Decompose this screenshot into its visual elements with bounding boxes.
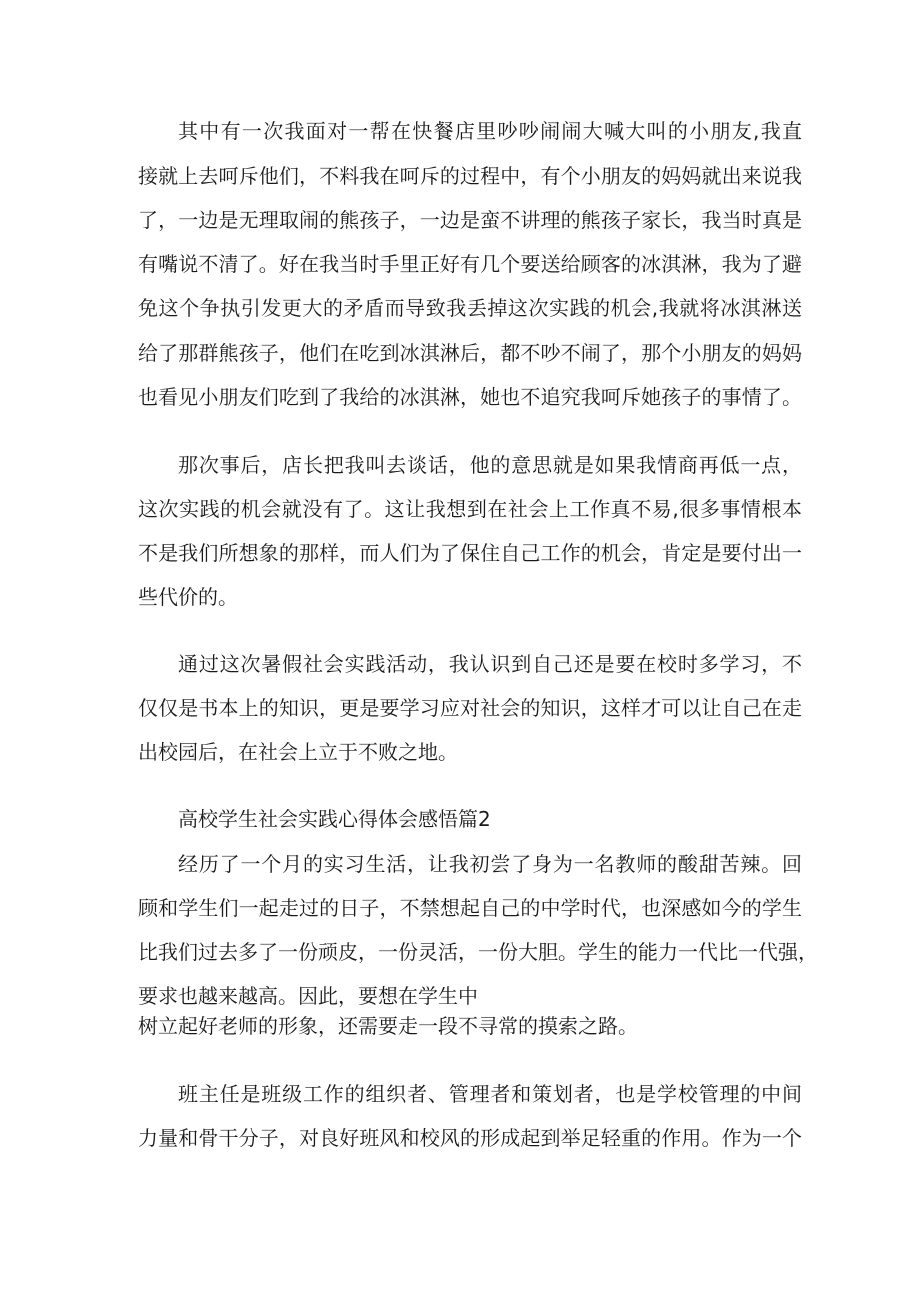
paragraph-line: 要求也越来越高。因此，要想在学生中 [138,984,478,1008]
paragraph-line: 顾和学生们一起走过的日子，不禁想起自己的中学时代，也深感如今的学生 [138,896,802,920]
section-heading: 高校学生社会实践心得体会感悟篇2 [178,807,491,831]
paragraph-line: 了，一边是无理取闹的熊孩子，一边是蛮不讲理的熊孩子家长，我当时真是 [138,208,802,232]
paragraph-line: 有嘴说不清了。好在我当时手里正好有几个要送给顾客的冰淇淋，我为了避 [138,252,802,276]
paragraph-line: 比我们过去多了一份顽皮，一份灵活，一份大胆。学生的能力一代比一代强， [138,940,818,964]
paragraph-line: 不是我们所想象的那样，而人们为了保住自己工作的机会，肯定是要付出一 [138,541,802,565]
paragraph-line: 通过这次暑假社会实践活动，我认识到自己还是要在校时多学习，不 [178,652,802,676]
paragraph-line: 免这个争执引发更大的矛盾而导致我丢掉这次实践的机会,我就将冰淇淋送 [138,296,802,320]
paragraph-line: 些代价的。 [138,585,238,609]
paragraph-line: 给了那群熊孩子，他们在吃到冰淇淋后，都不吵不闹了，那个小朋友的妈妈 [138,341,802,365]
paragraph-line: 出校园后，在社会上立于不败之地。 [138,740,458,764]
paragraph-line: 力量和骨干分子，对良好班风和校风的形成起到举足轻重的作用。作为一个 [138,1126,802,1150]
paragraph-line: 树立起好老师的形象，还需要走一段不寻常的摸索之路。 [138,1014,638,1038]
paragraph-line: 也看见小朋友们吃到了我给的冰淇淋，她也不追究我呵斥她孩子的事情了。 [138,385,802,409]
paragraph-line: 仅仅是书本上的知识，更是要学习应对社会的知识，这样才可以让自己在走 [138,696,802,720]
paragraph-line: 班主任是班级工作的组织者、管理者和策划者，也是学校管理的中间 [178,1082,802,1106]
paragraph-line: 经历了一个月的实习生活，让我初尝了身为一名教师的酸甜苦辣。回 [178,852,802,876]
paragraph-line: 这次实践的机会就没有了。这让我想到在社会上工作真不易,很多事情根本 [138,497,802,521]
paragraph-line: 那次事后，店长把我叫去谈话，他的意思就是如果我情商再低一点， [178,453,802,477]
paragraph-line: 其中有一次我面对一帮在快餐店里吵吵闹闹大喊大叫的小朋友,我直 [178,119,802,143]
paragraph-line: 接就上去呵斥他们，不料我在呵斥的过程中，有个小朋友的妈妈就出来说我 [138,164,802,188]
